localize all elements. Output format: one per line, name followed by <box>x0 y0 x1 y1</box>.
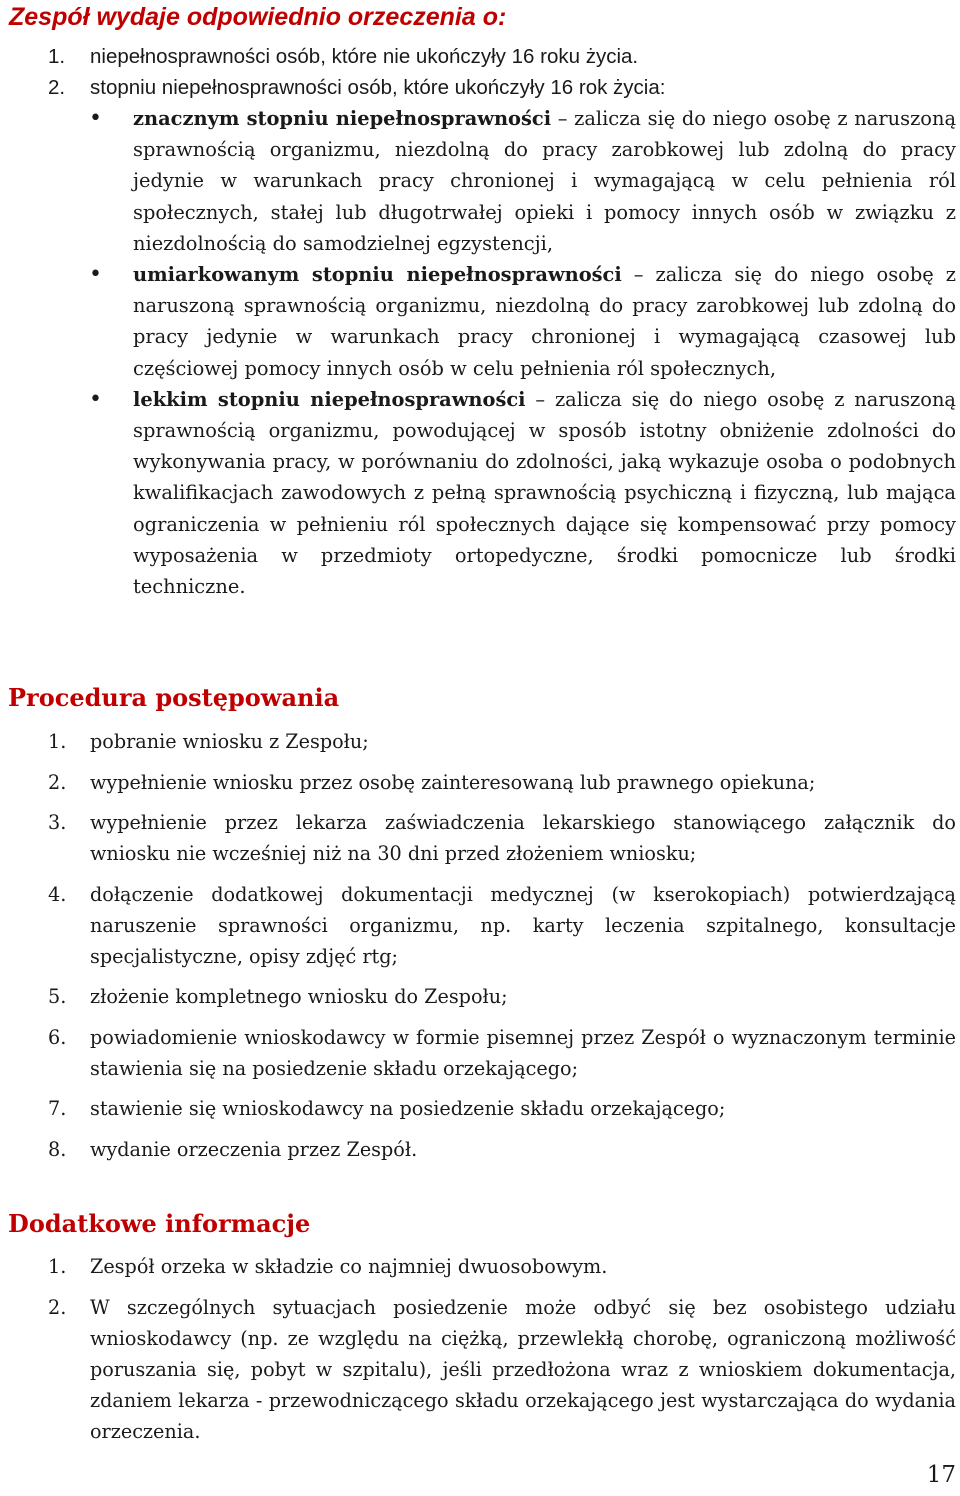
procedure-list <box>0 726 960 1174</box>
list-item <box>0 807 956 869</box>
list-item <box>0 1022 956 1084</box>
list-item-number: 6. <box>48 1025 67 1049</box>
list-item-number: 2. <box>48 76 66 99</box>
list-item-number: 4. <box>48 882 67 906</box>
bullet-text: – zalicza się do niego osobę z naruszoną sprawnością organizmu, powodującej w sposób istotny obniżenie zdolności do wykonywania pracy, w porównaniu do zdolności, jaką wykazuje osoba o podobnych kwalifikacjach zawodowych z pełną sprawnością psychiczną i fizyczną, lub mająca ograniczenia w pełnieniu ról społecznych dające się kompensować przy pomocy wyposażenia w przedmioty ortopedyczne, środki pomocnicze lub środki techniczne. <box>133 387 956 599</box>
list-item <box>0 72 956 602</box>
additional-info-list <box>0 1251 960 1456</box>
bullet-text: – zalicza się do niego osobę z naruszoną sprawnością organizmu, niezdolną do pracy zarobkowej lub zdolną do pracy jedynie w warunkach pracy chronionej i wymagającą czasowej lub częściowej pomocy innych osób w celu pełnienia ról społecznych, <box>133 263 956 380</box>
list-item-text: W szczególnych sytuacjach posiedzenie może odbyć się bez osobistego udziału wnioskodawcy (np. ze względu na ciężką, przewlekłą chorobę, ograniczoną możliwość poruszania się, pobyt w szpitalu), jeśli przedłożona wraz z wnioskiem dokumentacja, zdaniem lekarza - przewodniczącego składu orzekającego jest wystarczająca do wydania orzeczenia. <box>90 1295 956 1443</box>
bullet-term: znacznym stopniu niepełnosprawności <box>133 107 552 130</box>
list-item <box>0 1093 956 1124</box>
degree-bullet-list <box>90 103 956 602</box>
list-item-number: 2. <box>48 1295 67 1319</box>
section-heading-dodatkowe: Dodatkowe informacje <box>8 1209 311 1238</box>
list-item-number: 1. <box>48 45 66 68</box>
list-item-text: niepełnosprawności osób, które nie ukończyły 16 roku życia. <box>90 45 639 68</box>
bullet-term: umiarkowanym stopniu niepełnosprawności <box>133 263 622 287</box>
list-item-text: pobranie wniosku z Zespołu; <box>90 730 369 753</box>
list-item-text: stawienie się wnioskodawcy na posiedzenie składu orzekającego; <box>90 1097 726 1120</box>
list-item-text: Zespół orzeka w składzie co najmniej dwuosobowym. <box>90 1255 608 1278</box>
list-item-text: wypełnienie przez lekarza zaświadczenia lekarskiego stanowiącego załącznik do wniosku nie wcześniej niż na 30 dni przed złożeniem wniosku; <box>90 811 956 865</box>
list-item <box>0 1292 956 1447</box>
section-heading-procedura: Procedura postępowania <box>8 683 340 712</box>
list-item-text: złożenie kompletnego wniosku do Zespołu; <box>90 985 508 1008</box>
list-item-number: 1. <box>48 1255 67 1278</box>
list-item <box>0 1134 956 1165</box>
list-item <box>0 41 956 72</box>
bullet-item-znaczny <box>133 103 956 259</box>
list-item <box>0 981 956 1012</box>
bullet-item-umiarkowany <box>133 259 956 384</box>
list-item <box>0 1251 956 1282</box>
list-item <box>0 726 956 757</box>
list-item-number: 5. <box>48 985 67 1008</box>
bullet-item-lekki <box>133 384 956 602</box>
section-heading-orzeczenia: Zespół wydaje odpowiednio orzeczenia o: <box>9 3 507 31</box>
list-item <box>0 767 956 798</box>
list-item-number: 2. <box>48 770 67 794</box>
list-item-text: dołączenie dodatkowej dokumentacji medycznej (w kserokopiach) potwierdzającą naruszenie sprawności organizmu, np. karty leczenia szpitalnego, konsultacje specjalistyczne, opisy zdjęć rtg; <box>90 882 956 968</box>
list-item-text: wypełnienie wniosku przez osobę zainteresowaną lub prawnego opiekuna; <box>90 770 816 794</box>
orzeczenia-list <box>0 41 960 602</box>
list-item-number: 7. <box>48 1097 67 1120</box>
list-item-text: powiadomienie wnioskodawcy w formie pisemnej przez Zespół o wyznaczonym terminie stawienia się na posiedzenie składu orzekającego; <box>90 1025 956 1080</box>
bullet-text: – zalicza się do niego osobę z naruszoną sprawnością organizmu, niezdolną do pracy zarobkowej lub zdolną do pracy jedynie w warunkach pracy chronionej i wymagającą w celu pełnienia ról społecznych, stałej lub długotrwałej opieki i pomocy innych osób w związku z niezdolnością do samodzielnej egzystencji, <box>133 107 957 255</box>
list-item-text: stopniu niepełnosprawności osób, które ukończyły 16 rok życia: <box>90 76 666 99</box>
bullet-term: lekkim stopniu niepełnosprawności <box>133 387 526 411</box>
list-item-text: wydanie orzeczenia przez Zespół. <box>90 1137 418 1161</box>
list-item-number: 1. <box>48 730 67 753</box>
page-number: 17 <box>926 1462 956 1488</box>
list-item-number: 8. <box>48 1137 67 1161</box>
list-item-number: 3. <box>48 811 67 834</box>
list-item <box>0 879 956 972</box>
